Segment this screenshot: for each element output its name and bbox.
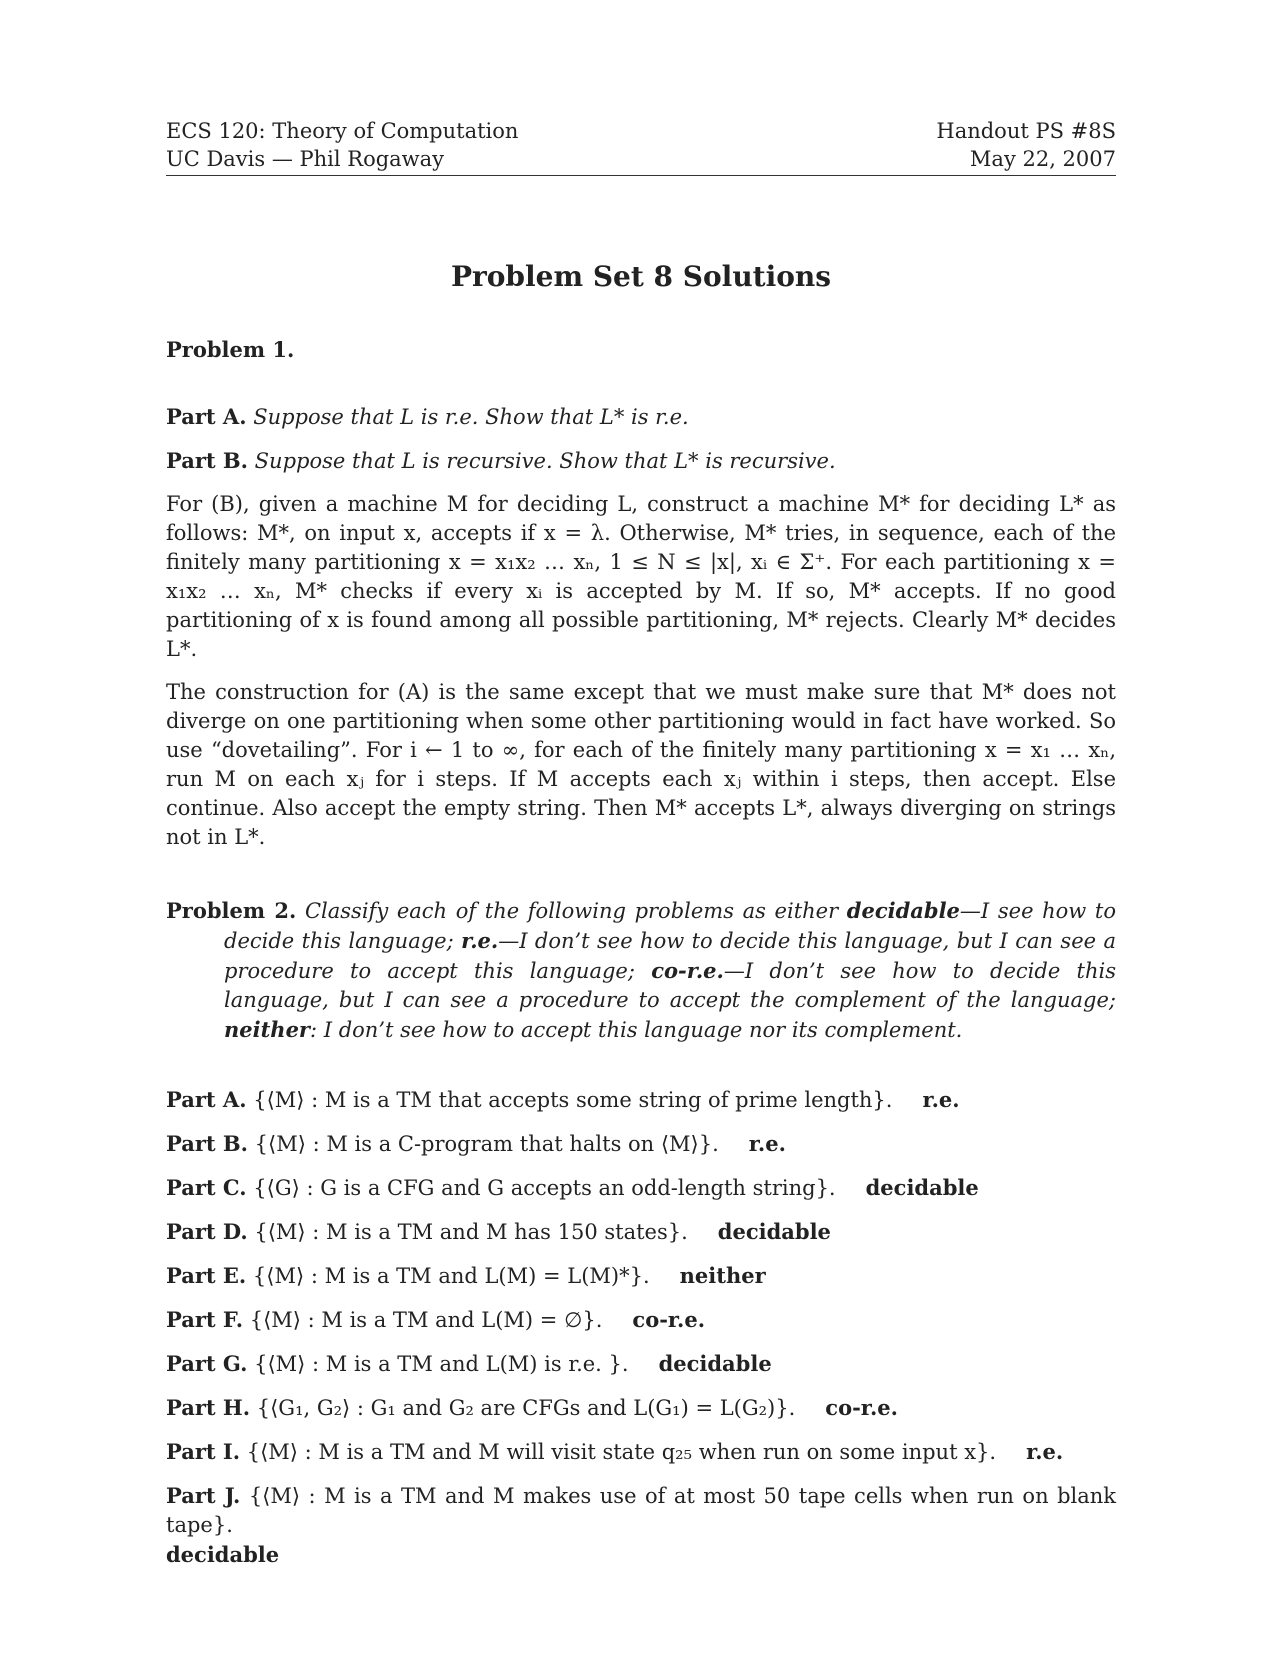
- document-page: [166, 117, 1116, 1570]
- part-text: {⟨M⟩ : M is a TM that accepts some string of prime length}.: [253, 1088, 893, 1112]
- partA-text: Suppose that L is r.e. Show that L* is r.e.: [253, 405, 689, 429]
- list-item: [166, 1217, 1116, 1247]
- problem2-heading: Problem 2.: [166, 898, 297, 923]
- problem2-intro-1: Classify each of the following problems as either: [304, 899, 839, 923]
- part-label: Part F.: [166, 1307, 244, 1332]
- part-text: {⟨M⟩ : M is a C-program that halts on ⟨M⟩}.: [254, 1132, 719, 1156]
- part-text: {⟨M⟩ : M is a TM and M makes use of at most 50 tape cells when run on blank tape}.: [166, 1484, 1116, 1537]
- part-text: {⟨M⟩ : M is a TM and L(M) = ∅}.: [249, 1308, 603, 1332]
- problem2-intro-2: —I see how to decide this language;: [224, 899, 1116, 953]
- part-label: Part D.: [166, 1219, 248, 1244]
- part-answer: decidable: [865, 1175, 979, 1200]
- part-text: {⟨G₁, G₂⟩ : G₁ and G₂ are CFGs and L(G₁) = L(G₂)}.: [256, 1396, 796, 1420]
- page-title: Problem Set 8 Solutions: [450, 260, 832, 293]
- problem1-partB: [166, 446, 1116, 476]
- part-label: Part I.: [166, 1439, 241, 1464]
- partB-label: Part B.: [166, 448, 248, 473]
- part-text: {⟨G⟩ : G is a CFG and G accepts an odd-length string}.: [253, 1176, 836, 1200]
- list-item: [166, 1481, 1116, 1570]
- list-item: [166, 1393, 1116, 1423]
- header-right: [936, 117, 1116, 173]
- list-item: [166, 1173, 1116, 1203]
- solution-paragraph-1: For (B), given a machine M for deciding L, construct a machine M* for deciding L* as follows: M*, on input x, accepts if x = λ. Otherwise, M* tries, in sequence, each of the finitely many partitioning x = x₁x₂ … xₙ, 1 ≤ N ≤ |x|, xᵢ ∈ Σ⁺. For each partitioning x = x₁x₂ … xₙ, M* checks if every xᵢ is accepted by M. If so, M* accepts. If no good partitioning of x is found among all possible partitioning, M* rejects. Clearly M* decides L*.: [166, 492, 1116, 661]
- part-label: Part C.: [166, 1175, 247, 1200]
- course-name: ECS 120: Theory of Computation: [166, 119, 519, 143]
- part-answer: r.e.: [1026, 1439, 1064, 1464]
- part-answer: decidable: [717, 1219, 831, 1244]
- page-header: [166, 117, 1116, 176]
- part-label: Part G.: [166, 1351, 248, 1376]
- partA-label: Part A.: [166, 404, 247, 429]
- problem2-intro-5: : I don’t see how to accept this language nor its complement.: [310, 1018, 963, 1042]
- part-answer: r.e.: [922, 1087, 960, 1112]
- part-label: Part B.: [166, 1131, 248, 1156]
- handout-id: Handout PS #8S: [936, 119, 1116, 143]
- part-answer: decidable: [658, 1351, 772, 1376]
- part-text: {⟨M⟩ : M is a TM and L(M) is r.e. }.: [254, 1352, 629, 1376]
- part-answer: co-r.e.: [632, 1307, 706, 1332]
- problem2-parts-list: [166, 1085, 1116, 1570]
- header-left: [166, 117, 518, 173]
- part-label: Part E.: [166, 1263, 247, 1288]
- part-answer: decidable: [166, 1542, 280, 1567]
- problem2-statement: [166, 896, 1116, 1045]
- part-text: {⟨M⟩ : M is a TM and M will visit state q₂₅ when run on some input x}.: [246, 1440, 997, 1464]
- part-label: Part H.: [166, 1395, 251, 1420]
- part-answer: r.e.: [748, 1131, 786, 1156]
- problem2-intro-3: —I don’t see how to decide this language, but I can see a procedure to accept this language;: [224, 929, 1116, 983]
- part-answer: neither: [679, 1263, 766, 1288]
- problem1-partA: [166, 402, 1116, 432]
- part-label: Part J.: [166, 1483, 241, 1508]
- list-item: [166, 1085, 1116, 1115]
- solution-paragraph-2: The construction for (A) is the same except that we must make sure that M* does not diverge on one partitioning when some other partitioning would in fact have worked. So use “dovetailing”. For i ← 1 to ∞, for each of the finitely many partitioning x = x₁ … xₙ, run M on each xⱼ for i steps. If M accepts each xⱼ within i steps, then accept. Else continue. Also accept the empty string. Then M* accepts L*, always diverging on strings not in L*.: [166, 680, 1116, 849]
- part-label: Part A.: [166, 1087, 247, 1112]
- part-answer: co-r.e.: [825, 1395, 898, 1420]
- list-item: [166, 1129, 1116, 1159]
- problem2-intro-4: —I don’t see how to decide this language, but I can see a procedure to accept the complement of the language;: [224, 959, 1116, 1012]
- kw-decidable: decidable: [846, 898, 960, 923]
- kw-neither: neither: [224, 1017, 310, 1042]
- part-text: {⟨M⟩ : M is a TM and L(M) = L(M)*}.: [252, 1264, 650, 1288]
- kw-re: r.e.: [461, 928, 499, 953]
- list-item: [166, 1305, 1116, 1335]
- list-item: [166, 1437, 1116, 1467]
- problem1-heading: Problem 1.: [166, 337, 295, 362]
- list-item: [166, 1349, 1116, 1379]
- handout-date: May 22, 2007: [969, 147, 1116, 171]
- list-item: [166, 1261, 1116, 1291]
- school-author: UC Davis — Phil Rogaway: [166, 147, 445, 171]
- kw-core: co-r.e.: [651, 958, 724, 983]
- partB-text: Suppose that L is recursive. Show that L* is recursive.: [254, 449, 836, 473]
- part-text: {⟨M⟩ : M is a TM and M has 150 states}.: [254, 1220, 688, 1244]
